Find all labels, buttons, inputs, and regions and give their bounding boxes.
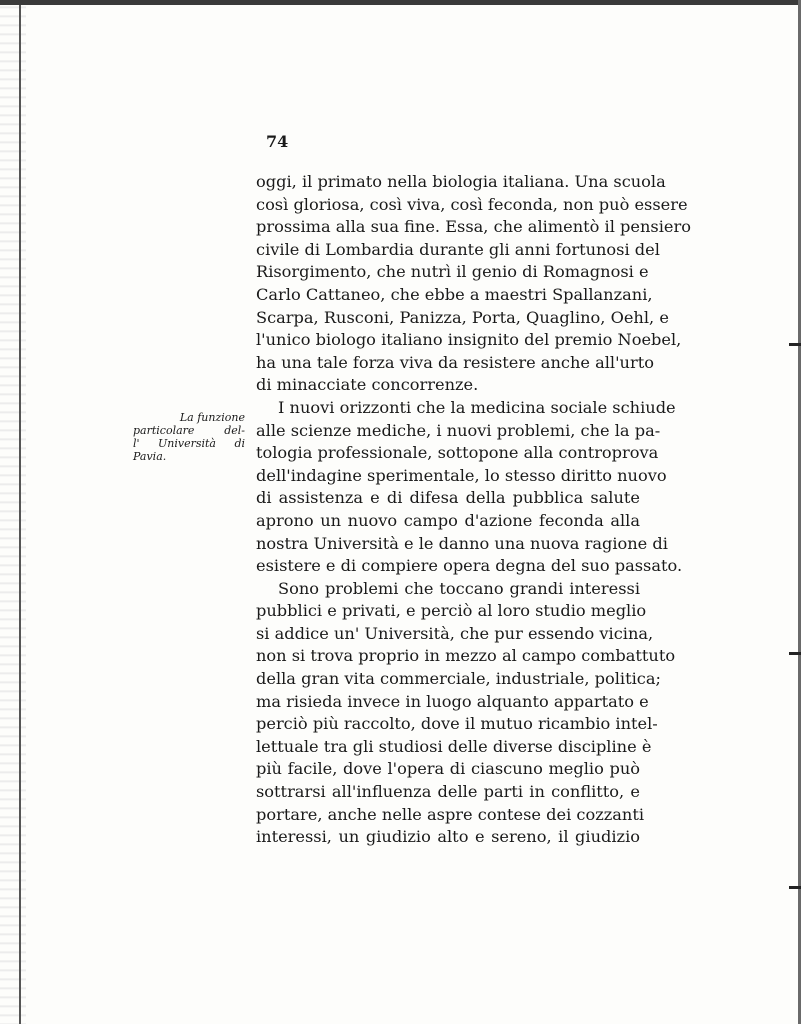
paragraph-1 (256, 171, 691, 397)
text-line: ma risieda invece in luogo alquanto appartato e (256, 691, 649, 711)
margin-note-line: La funzione (179, 411, 245, 424)
body-text (256, 171, 691, 849)
text-line: Risorgimento, che nutrì il genio di Romagnosi e (256, 262, 649, 282)
text-line: sottrarsi all'influenza delle parti in conflitto, e (256, 782, 640, 802)
text-line: civile di Lombardia durante gli anni fortunosi del (256, 239, 660, 259)
text-line: l'unico biologo italiano insignito del premio Noebel, (256, 330, 682, 350)
text-line: Sono problemi che toccano grandi interessi (278, 578, 640, 598)
text-line: di minacciate concorrenze. (256, 375, 479, 395)
edge-mark (789, 652, 801, 655)
text-line: prossima alla sua fine. Essa, che alimentò il pensiero (256, 217, 691, 237)
text-line: più facile, dove l'opera di ciascuno meglio può (256, 759, 640, 779)
text-line: tologia professionale, sottopone alla controprova (256, 443, 659, 463)
top-edge (0, 0, 801, 5)
binding-line (19, 0, 21, 1024)
binding-edge (0, 0, 26, 1024)
text-line: Scarpa, Rusconi, Panizza, Porta, Quaglino, Oehl, e (256, 307, 669, 327)
text-line: non si trova proprio in mezzo al campo combattuto (256, 646, 676, 666)
margin-note (133, 411, 245, 463)
margin-note-line: l' Università di (133, 437, 245, 450)
text-line: dell'indagine sperimentale, lo stesso diritto nuovo (256, 465, 667, 485)
text-line: interessi, un giudizio alto e sereno, il giudizio (256, 827, 640, 847)
text-line: I nuovi orizzonti che la medicina sociale schiude (278, 397, 676, 417)
text-line: aprono un nuovo campo d'azione feconda alla (256, 510, 640, 530)
text-line: portare, anche nelle aspre contese dei cozzanti (256, 804, 645, 824)
text-line: esistere e di compiere opera degna del suo passato. (256, 556, 683, 576)
page-number: 74 (266, 132, 289, 151)
text-line: si addice un' Università, che pur essendo vicina, (256, 623, 654, 643)
margin-note-line: particolare del- (133, 424, 245, 437)
paragraph-2 (256, 397, 683, 578)
text-line: perciò più raccolto, dove il mutuo ricambio intel- (256, 714, 658, 734)
text-line: pubblici e privati, e perciò al loro studio meglio (256, 601, 647, 621)
margin-note-line: Pavia. (133, 450, 167, 463)
text-line: oggi, il primato nella biologia italiana. Una scuola (256, 172, 666, 191)
text-line: di assistenza e di difesa della pubblica salute (256, 488, 640, 508)
text-line: così gloriosa, così viva, così feconda, non può essere (256, 194, 688, 214)
text-line: alle scienze mediche, i nuovi problemi, che la pa- (256, 420, 661, 440)
text-line: nostra Università e le danno una nuova ragione di (256, 533, 668, 553)
edge-mark (789, 886, 801, 889)
text-line: ha una tale forza viva da resistere anche all'urto (256, 352, 654, 372)
text-line: della gran vita commerciale, industriale, politica; (256, 669, 661, 689)
edge-mark (789, 343, 801, 346)
text-line: lettuale tra gli studiosi delle diverse discipline è (256, 736, 652, 756)
text-line: Carlo Cattaneo, che ebbe a maestri Spallanzani, (256, 284, 653, 304)
paragraph-3 (256, 578, 676, 849)
